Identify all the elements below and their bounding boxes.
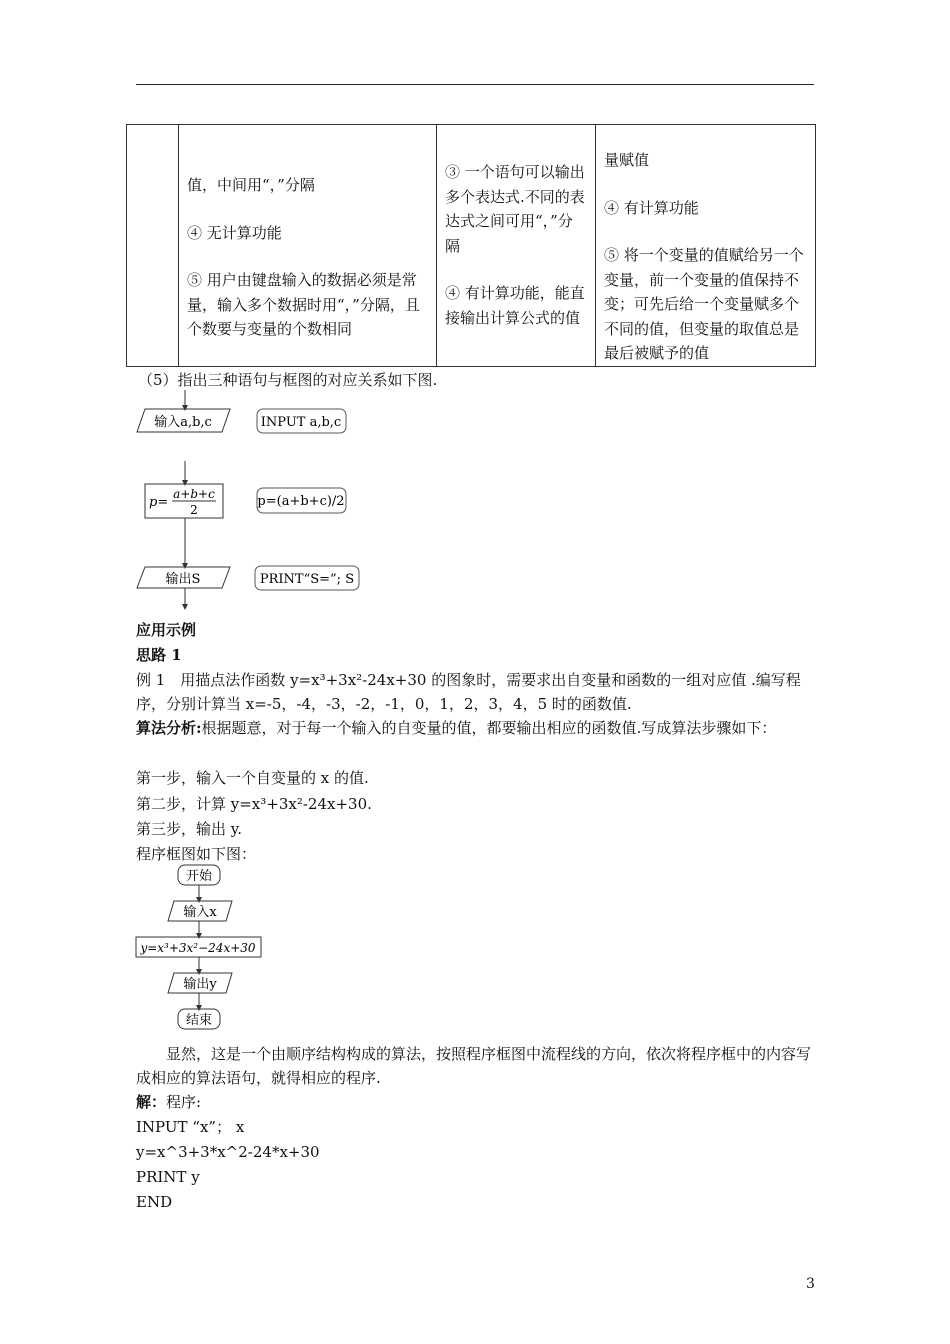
input-statement: INPUT a,b,c	[260, 415, 342, 430]
assign-numerator: a+b+c	[173, 487, 215, 501]
cell-text: ④ 无计算功能	[187, 223, 282, 242]
section-title: 应用示例	[136, 621, 197, 639]
table-cell-assign	[596, 125, 816, 367]
assign-lhs: p=	[149, 495, 169, 510]
cell-text: 量赋值	[604, 151, 650, 169]
statement-flowchart	[130, 388, 370, 610]
analysis-label: 算法分析:	[136, 719, 202, 737]
cell-text: ⑤ 将一个变量的值赋给另一个变量，前一个变量的值保持不变；可先后给一个变量赋多个不同的值，但变量的取值总是最后被赋予的值	[604, 246, 804, 362]
assign-statement: p=(a+b+c)/2	[257, 494, 345, 509]
end-label: 结束	[185, 1013, 213, 1028]
cell-text: 值，中间用“，”分隔	[187, 176, 315, 194]
program-line-2: y=x^3+3*x^2-24*x+30	[136, 1143, 320, 1161]
table-cell-empty	[127, 125, 179, 367]
table-row	[127, 125, 816, 367]
table-cell-print	[437, 125, 596, 367]
program-line-4: END	[136, 1193, 173, 1211]
analysis-text: 根据题意，对于每一个输入的自变量的值，都要输出相应的函数值.写成算法步骤如下：	[201, 719, 777, 737]
start-label: 开始	[185, 869, 213, 884]
cell-text: ③ 一个语句可以输出多个表达式.不同的表达式之间可用“，”分隔	[445, 163, 585, 255]
input-box-label: 输入a,b,c	[154, 415, 212, 430]
output-box-label: 输出S	[165, 572, 201, 587]
step-3: 第三步，输出 y.	[136, 820, 243, 838]
intro-text: （5）指出三种语句与框图的对应关系如下图.	[138, 371, 438, 389]
cell-text: ④ 有计算功能	[604, 198, 699, 217]
sequence-flowchart	[130, 862, 270, 1034]
output-statement: PRINT“S=”; S	[259, 572, 355, 587]
program-line-1: INPUT “x”； x	[136, 1118, 245, 1136]
solution-line	[136, 1092, 201, 1112]
output-label: 输出y	[183, 977, 217, 992]
step-1: 第一步，输入一个自变量的 x 的值.	[136, 769, 369, 787]
cell-text: ⑤ 用户由键盘输入的数据必须是常量，输入多个数据时用“，”分隔，且个数要与变量的个数相同	[187, 271, 420, 338]
assign-denominator: 2	[190, 503, 198, 517]
step-2: 第二步，计算 y=x³+3x²-24x+30.	[136, 795, 372, 813]
input-label: 输入x	[183, 905, 217, 920]
header-rule	[136, 84, 814, 85]
program-line-3: PRINT y	[136, 1168, 200, 1186]
flow-intro: 程序框图如下图：	[136, 845, 257, 863]
cell-text: ④ 有计算功能，能直接输出计算公式的值	[445, 284, 585, 327]
example-text: 例 1 用描点法作函数 y=x³+3x²-24x+30 的图象时，需要求出自变量和函数的一组对应值 .编写程序，分别计算当 x=-5，-4，-3，-2，-1，0，1，2，3，4，5 时的函数值.	[136, 671, 801, 713]
idea-label: 思路 1	[136, 646, 182, 664]
page-number: 3	[806, 1276, 815, 1292]
solution-text: 程序:	[166, 1093, 202, 1111]
table-cell-input	[179, 125, 437, 367]
solution-label: 解：	[136, 1093, 167, 1111]
remark-paragraph: 显然，这是一个由顺序结构构成的算法，按照程序框图中流程线的方向，依次将程序框中的内容写成相应的算法语句，就得相应的程序.	[136, 1045, 812, 1087]
analysis-paragraph	[136, 716, 816, 740]
comparison-table	[126, 124, 816, 367]
process-label: y=x³+3x²−24x+30	[140, 941, 256, 955]
